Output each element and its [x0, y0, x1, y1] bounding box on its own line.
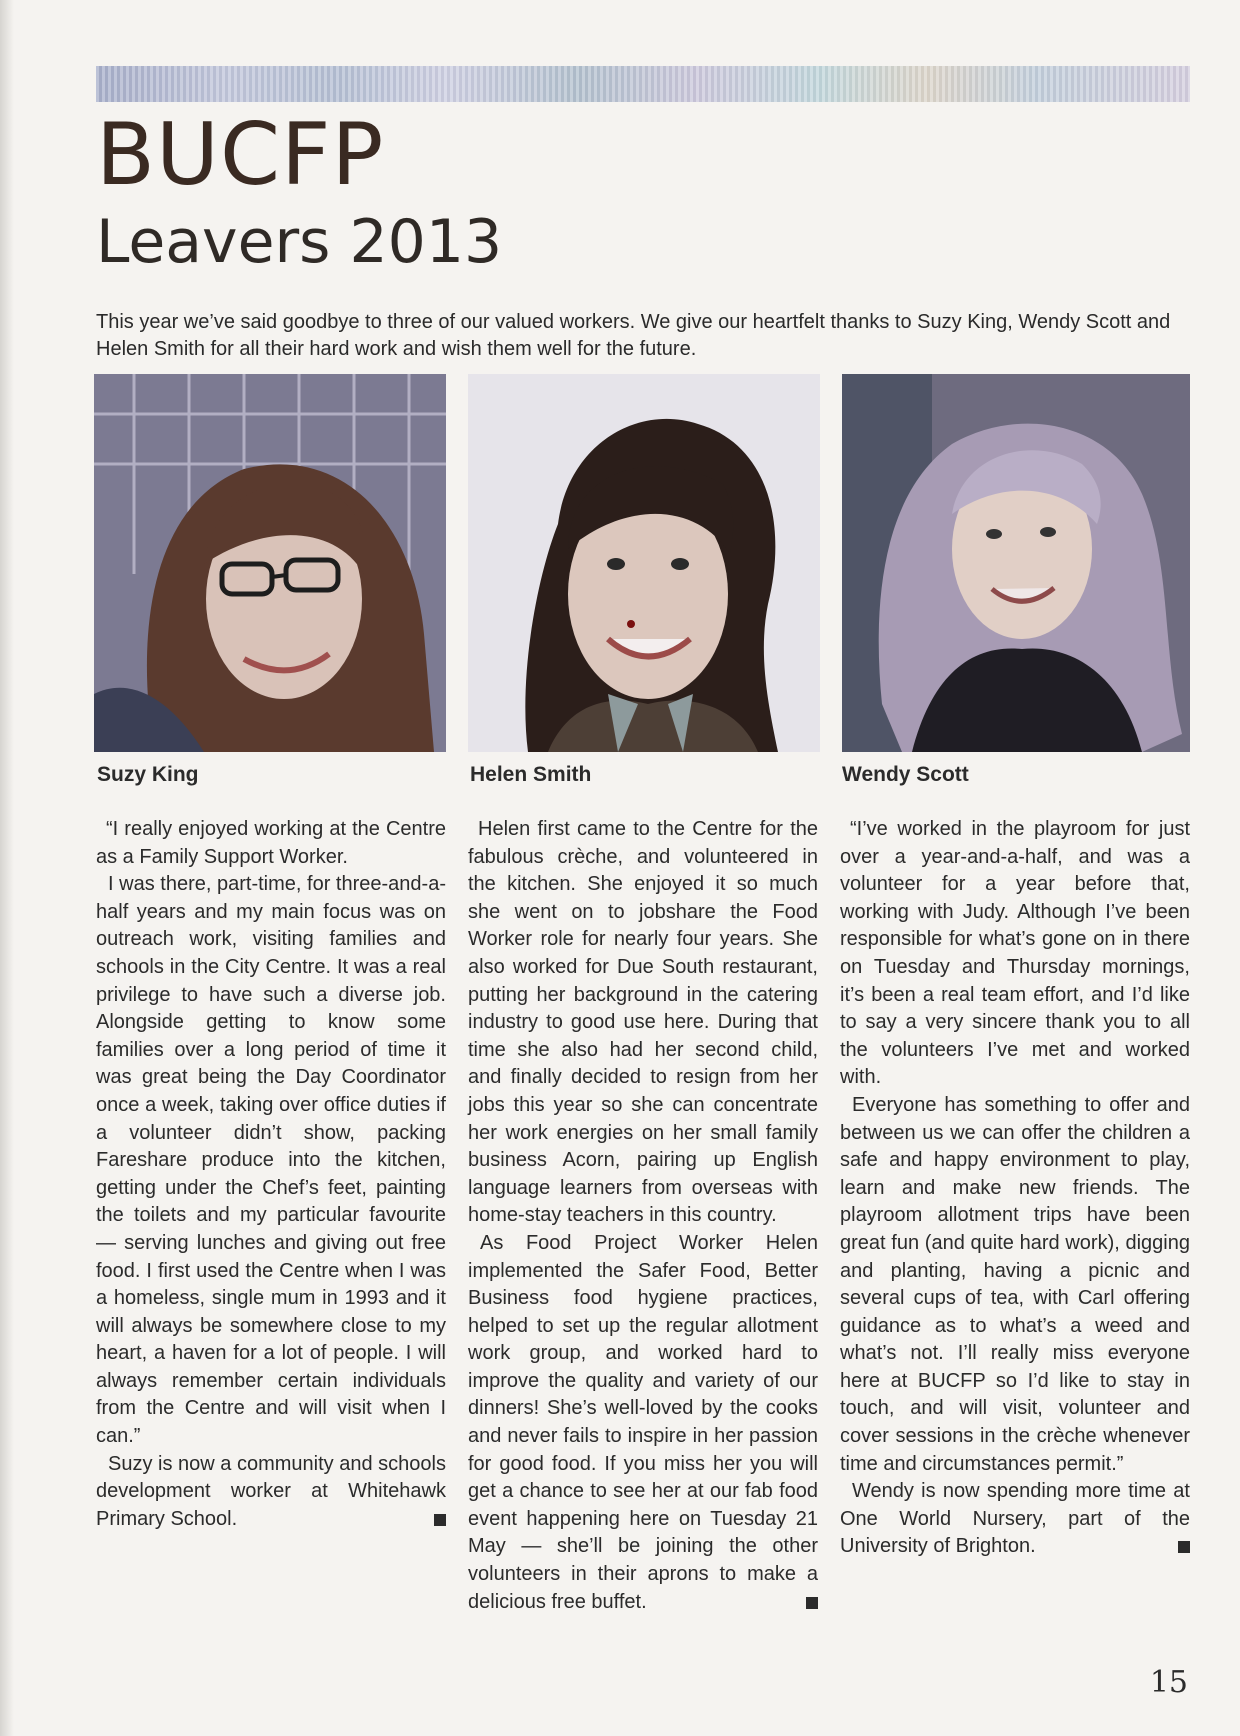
end-of-article-marker: [434, 1514, 446, 1526]
article-paragraph-last: [468, 1230, 818, 1616]
article-paragraph: “I’ve worked in the playroom for just over a year-and-a-half, and was a volunteer for a year before that, working with Judy. Although I’ve been responsible for what’s gone on in there on Tuesday and Thursday mornings, it’s been a real team effort, and I’d like to say a very sincere thank you to all the volunteers I’ve met and worked with.: [840, 818, 1190, 1089]
profile-name-wendy-scott: Wendy Scott: [842, 763, 969, 786]
profile-name-suzy-king: Suzy King: [97, 763, 199, 786]
intro-paragraph: This year we’ve said goodbye to three of our valued workers. We give our heartfelt thanks to Suzy King, Wendy Scott and Helen Smith for all their hard work and wish them well for the future.: [96, 311, 1171, 360]
decorative-header-band: [96, 66, 1190, 102]
article-paragraph: Everyone has something to offer and between us we can offer the children a safe and happy environment to play, learn and make new friends. The playroom allotment trips have been great fun (and quite hard work), digging and planting, having a picnic and several cups of tea, with Carl offering guidance as to what’s a weed and what’s not. I’ll really miss everyone here at BUCFP so I’d like to stay in touch, and will visit, volunteer and cover sessions in the crèche whenever time and circumstances permit.”: [840, 1093, 1190, 1475]
portrait-photo-helen-smith: [468, 374, 820, 752]
article-paragraph: I was there, part-time, for three-and-a-half years and my main focus was on outreach work, visiting families and schools in the City Centre. It was a real privilege to have such a diverse job. Alongside getting to know some families over a long period of time it was great being the Day Coordinator once a week, taking over office duties if a volunteer didn’t show, packing Fareshare produce into the kitchen, getting under the Chef’s feet, painting the toilets and my particular favourite — serving lunches and giving out free food. I first used the Centre when I was a homeless, single mum in 1993 and it will always be somewhere close to my heart, a haven for a lot of people. I will always remember certain individuals from the Centre and will visit when I can.”: [96, 873, 446, 1448]
end-of-article-marker: [1178, 1541, 1190, 1553]
profile-name-helen-smith: Helen Smith: [470, 763, 592, 786]
article-paragraph-text: As Food Project Worker Helen implemented the Safer Food, Better Business food hygiene practices, helped to set up the regular allotment work group, and worked hard to improve the quality and variety of our dinners! She’s well-loved by the cooks and never fails to inspire in her passion for good food. If you miss her you will get a chance to see her at our fab food event happening here on Tuesday 21 May — she’ll be joining the other volunteers in their aprons to make a delicious free buffet.: [468, 1231, 818, 1613]
page-binding-edge: [0, 0, 14, 1736]
page-title: BUCFP: [96, 105, 385, 205]
article-column-wendy-scott: [840, 816, 1190, 1561]
article-paragraph-last: [840, 1478, 1190, 1561]
article-column-helen-smith: [468, 816, 818, 1616]
portrait-photo-suzy-king: [94, 374, 446, 752]
article-paragraph: Helen first came to the Centre for the fabulous crèche, and volunteered in the kitchen. She enjoyed it so much she went on to jobshare the Food Worker role for nearly four years. She also worked for Due South restaurant, putting her background in the catering industry to good use here. During that time she also had her second child, and finally decided to resign from her jobs this year so she can concentrate her work energies on her small family business Acorn, pairing up English language learners from overseas with home-stay teachers in this country.: [468, 818, 818, 1227]
article-paragraph-last: [96, 1451, 446, 1534]
article-column-suzy-king: [96, 816, 446, 1533]
article-paragraph: “I really enjoyed working at the Centre as a Family Support Worker.: [96, 818, 446, 868]
page-number: 15: [1149, 1665, 1188, 1700]
page-subtitle: Leavers 2013: [96, 207, 503, 277]
article-paragraph-text: Wendy is now spending more time at One World Nursery, part of the University of Brighton.: [840, 1480, 1190, 1558]
end-of-article-marker: [806, 1597, 818, 1609]
portrait-photo-wendy-scott: [842, 374, 1190, 752]
article-paragraph-text: Suzy is now a community and schools development worker at Whitehawk Primary School.: [96, 1452, 446, 1530]
